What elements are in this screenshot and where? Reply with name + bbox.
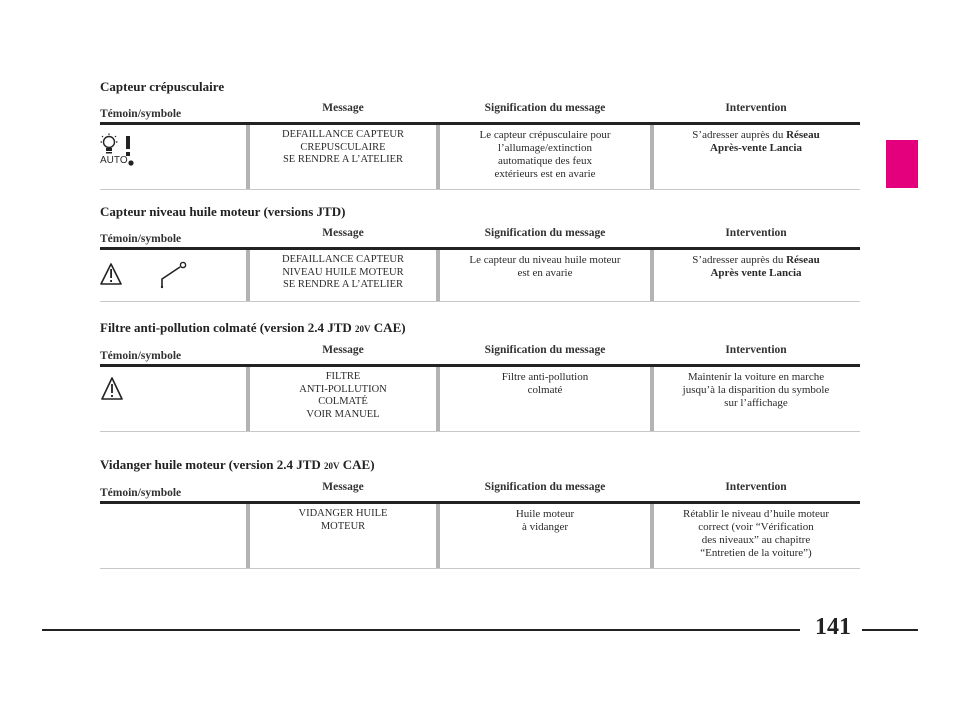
intervention-service: Après-vente Lancia — [710, 142, 802, 154]
title-version: 20V — [355, 324, 371, 334]
message-line: DEFAILLANCE CAPTEUR — [281, 129, 404, 140]
intervention-service: Après vente Lancia — [710, 267, 802, 279]
message-cell — [248, 367, 438, 431]
intervention-cell — [652, 367, 860, 431]
signification-line: colmaté — [527, 384, 563, 396]
title-text: CAE) — [370, 320, 406, 335]
table-header — [100, 481, 860, 501]
signification-cell — [438, 125, 652, 189]
section-filtre-anti-pollution — [100, 319, 860, 432]
intervention-network: Réseau — [786, 254, 820, 266]
message-line: CREPUSCULAIRE — [300, 141, 386, 153]
message-line: DEFAILLANCE CAPTEUR — [281, 254, 404, 265]
auto-label: AUTO — [100, 155, 128, 166]
section-vidanger-huile — [100, 456, 860, 569]
symbol-cell — [100, 250, 244, 301]
symbol-cell — [100, 125, 244, 189]
title-text: CAE) — [339, 457, 375, 472]
message-line: SE RENDRE A L’ATELIER — [282, 154, 404, 165]
signification-line: à vidanger — [521, 521, 569, 533]
message-line: FILTRE — [325, 371, 361, 382]
row-rule — [100, 431, 860, 432]
signification-line: Filtre anti-pollution — [501, 371, 589, 383]
intervention-text: S’adresser auprès du — [692, 129, 784, 141]
section-title: Capteur crépusculaire — [100, 79, 225, 94]
message-line: VOIR MANUEL — [306, 408, 380, 420]
intervention-network: Réseau — [786, 129, 820, 141]
signification-line: l’allumage/extinction — [497, 142, 593, 154]
table-header — [100, 344, 860, 364]
intervention-line: “Entretien de la voiture”) — [700, 547, 812, 559]
message-line: ANTI-POLLUTION — [299, 383, 387, 395]
footer-rule-right — [862, 629, 918, 631]
header-symbol: Témoin/symbole — [100, 487, 182, 499]
section-title — [100, 456, 860, 474]
intervention-cell — [652, 125, 860, 189]
message-line: COLMATÉ — [318, 396, 368, 407]
intervention-line: correct (voir “Vérification — [698, 521, 814, 533]
header-intervention: Intervention — [725, 102, 787, 114]
signification-cell — [438, 504, 652, 568]
title-version: 20V — [324, 461, 340, 471]
intervention-cell — [652, 504, 860, 568]
title-text: Vidanger huile moteur (version 2.4 JTD — [100, 457, 325, 472]
footer-rule-left — [42, 629, 800, 631]
header-signification: Signification du message — [484, 227, 606, 239]
message-cell — [248, 504, 438, 568]
signification-cell — [438, 250, 652, 301]
signification-line: automatique des feux — [497, 155, 593, 167]
header-intervention: Intervention — [725, 481, 787, 493]
signification-cell — [438, 367, 652, 431]
signification-line: est en avarie — [517, 267, 573, 279]
signification-line: Le capteur crépusculaire pour — [479, 129, 611, 141]
message-line: NIVEAU HUILE MOTEUR — [282, 266, 404, 278]
oil-level-warning-icon — [100, 256, 200, 292]
signification-line: extérieurs est en avarie — [494, 168, 596, 180]
header-symbol: Témoin/symbole — [100, 108, 182, 120]
intervention-line: Maintenir la voiture en marche — [687, 371, 825, 383]
warning-triangle-icon — [100, 374, 126, 404]
header-symbol: Témoin/symbole — [100, 233, 182, 245]
page-number: 141 — [815, 614, 851, 640]
message-line: MOTEUR — [320, 520, 366, 532]
row-rule — [100, 189, 860, 190]
intervention-text: S’adresser auprès du — [692, 254, 784, 266]
header-intervention: Intervention — [725, 344, 787, 356]
header-signification: Signification du message — [484, 102, 606, 114]
header-signification: Signification du message — [484, 481, 606, 493]
section-title — [100, 319, 860, 337]
section-title: Capteur niveau huile moteur (versions JTD) — [100, 204, 346, 219]
signification-line: Huile moteur — [515, 508, 575, 520]
intervention-line: Rétablir le niveau d’huile moteur — [682, 508, 829, 520]
table-row — [100, 250, 860, 301]
header-intervention: Intervention — [725, 227, 787, 239]
chapter-tab — [886, 140, 918, 188]
header-message: Message — [322, 481, 364, 493]
header-symbol: Témoin/symbole — [100, 350, 182, 362]
message-cell — [248, 250, 438, 301]
signification-line: Le capteur du niveau huile moteur — [469, 254, 621, 266]
message-cell — [248, 125, 438, 189]
table-header — [100, 102, 860, 122]
message-line: SE RENDRE A L’ATELIER — [282, 279, 404, 290]
message-line: VIDANGER HUILE — [298, 508, 388, 519]
header-signification: Signification du message — [484, 344, 606, 356]
table-header — [100, 227, 860, 247]
table-row — [100, 504, 860, 568]
intervention-line: jusqu’à la disparition du symbole — [682, 384, 830, 396]
section-capteur-niveau-huile — [100, 203, 860, 302]
intervention-cell — [652, 250, 860, 301]
table-row — [100, 367, 860, 431]
row-rule — [100, 301, 860, 302]
intervention-line: des niveaux” au chapitre — [701, 534, 811, 546]
header-message: Message — [322, 227, 364, 239]
header-message: Message — [322, 344, 364, 356]
title-text: Filtre anti-pollution colmaté (version 2.4 JTD — [100, 320, 356, 335]
intervention-line: sur l’affichage — [724, 397, 788, 409]
section-capteur-crepusculaire — [100, 78, 860, 190]
header-message: Message — [322, 102, 364, 114]
row-rule — [100, 568, 860, 569]
table-row — [100, 125, 860, 189]
symbol-cell — [100, 367, 244, 431]
symbol-cell — [100, 504, 244, 568]
